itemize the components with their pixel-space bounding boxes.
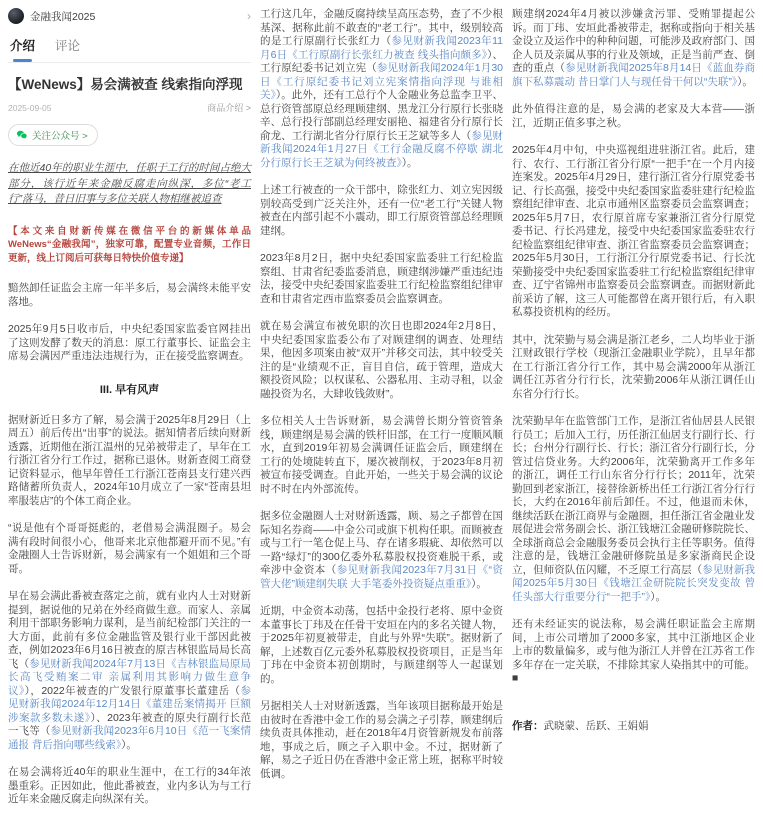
text-run: 此外值得注意的是，易会满的老家及大本营——浙江，近期正值多事之秋。 xyxy=(512,103,755,129)
article-meta xyxy=(8,101,251,114)
account-avatar xyxy=(8,8,24,24)
article-reference-link[interactable]: 参见财新我闻2024年1月30日《工行原纪委书记刘立宪案情指向浮现 与谁相关》 xyxy=(260,62,503,101)
column-1 xyxy=(8,5,251,821)
paragraph xyxy=(8,590,251,752)
paragraph xyxy=(8,522,251,576)
text-run: “说是他有个哥哥挺彪的，老借易会满混圈子。易会满有段时间很小心，他哥来北京他都避开而不见。”有金融圈人士告诉财新，易会满家有一个姐姐和三个哥哥。 xyxy=(8,522,251,575)
paragraph xyxy=(512,8,755,89)
text-run: 2023年8月2日，据中央纪委国家监委驻工行纪检监察组、甘肃省纪委监委消息，顾建纲涉嫌严重违纪违法，接受中央纪委国家监委驻工行纪检监察组纪律审查和甘肃省定西市监察委员会监察调查。 xyxy=(260,252,503,305)
product-intro-link[interactable]: 商品介绍 > xyxy=(207,103,251,113)
paragraph xyxy=(8,282,251,309)
account-name: 金融我闻2025 xyxy=(30,10,96,23)
paragraph xyxy=(260,8,503,170)
article-reference-link[interactable]: 参见财新我闻2023年6月10日《范一飞案情通报 背后指向哪些线索》 xyxy=(8,725,251,751)
text-run: 据多位金融圈人士对财新透露，顾、易之子都曾在国际知名券商——中金公司或旗下机构任职。而顾被查或与工行一笔仓促上马、存在诸多瑕疵、却依然可以一路“绿灯”的300亿委外私募股权投资难脱干系，或牵涉中金资本（ xyxy=(260,510,503,576)
paragraph xyxy=(8,414,251,509)
tab-comments[interactable]: 评论 xyxy=(55,39,81,53)
article-reference-link[interactable]: 参见财新我闻2024年12月14日《董建岳案情揭开 巨额涉案款多数未遂》 xyxy=(8,684,252,724)
paragraph xyxy=(512,618,755,686)
column-2 xyxy=(260,5,503,821)
paragraph xyxy=(260,184,503,238)
text-run: 沈荣勤早年在监管部门工作，是浙江省仙居县人民银行员工；后加入工行，历任浙江仙居支行副行长、行长；台州分行副行长、行长；浙江省分行副行长，分管过信贷业务。大约2006年，沈荣勤离开工作多年的浙江，调任工行山东省分行行长；2011年，沈荣勤回到老家浙江，接替徐新桥出任工行浙江省分行行长，大约在2016年前后卸任。不过，他退而未休，继续活跃在浙江商界与金融圈，担任浙江省金融业发展促进会常务副会长、浙江钱塘江金融研修院院长、全球浙商总会金融服务委员会执行主任等职务。值得注意的是，钱塘江金融研修院虽是多家浙商民企设立，但师资队伍闪耀，不乏原工行高层（ xyxy=(512,415,755,576)
tab-bar xyxy=(8,31,251,63)
text-run: 2025年9月5日收市后，中央纪委国家监委官网挂出了这则发酵了数天的消息：原工行董事长、证监会主席易会满因严重违法违规行为，正在接受监察调查。 xyxy=(8,323,251,362)
text-run: ）。 xyxy=(471,577,487,590)
article-reference-link[interactable]: 参见财新我闻2025年8月14日《蓝血券商旗下私募震动 昔日掌门人与现任骨干何以“失联”》 xyxy=(512,62,755,88)
follow-button-label: 关注公众号 > xyxy=(32,131,88,142)
paragraph xyxy=(260,510,503,591)
text-run: 还有未经证实的说法称，易会满任职证监会主席期间，上市公司增加了2000多家，其中江浙地区企业上市的数量偏多，或与他为浙江人并曾在江苏省工作多年存在一定关联，不排除其家人染指其中的可能。■ xyxy=(512,618,755,684)
text-run: 在易会满将近40年的职业生涯中，在工行的34年浓墨重彩。正因如此，他此番被查，业内多认为与工行近年来金融反腐走向纵深有关。 xyxy=(8,766,251,805)
article-reference-link[interactable]: 参见财新我闻2024年1月27日《工行金融反腐不停歇 湖北分行原行长王芝斌为何终被查》 xyxy=(260,129,504,169)
paragraph xyxy=(512,144,755,320)
paragraph xyxy=(8,766,251,807)
author-names: 武晓蒙、岳跃、王娟娟 xyxy=(543,719,649,732)
text-run: 2025年4月中旬，中央巡视组进驻浙江省。此后，建行、农行、工行浙江省分行原“一把手”在一个月内接连案发。2025年4月29日，建行浙江省分行原党委书记、行长高强，接受中央纪委国家监委驻建行纪检监察组纪律审查、北京市通州区监察委员会监察调查；2025年5月7日，农行原首席专家兼浙江省分行原党委书记、行长冯建龙，接受中央纪委国家监委驻农行纪检监察组纪律审查、浙江省监察委员会监察调查；2025年5月30日，工行浙江分行原党委书记、行长沈荣勤接受中央纪委国家监委驻工行纪检监察组纪律审查、辽宁省锦州市监察委员会监察调查。而据财新此前采访了解，这三人可能都曾在离开银行后，有入职私募投资机构的经历。 xyxy=(512,144,755,318)
article-reference-link[interactable]: 参见财新我闻2023年7月31日《“资管大佬”顾建纲失联 大手笔委外投资疑点重重》 xyxy=(260,564,504,590)
text-run: 其中，沈荣勤与易会满是浙江老乡，二人均毕业于浙江财政银行学校（现浙江金融职业学院），且早年都在工行浙江省分行工作，其中易会满2000年从浙江调任江苏省分行行长，沈荣勤2006年从浙江调任山东省分行行长。 xyxy=(512,333,755,400)
column-3-text xyxy=(512,8,755,733)
paragraph xyxy=(512,103,755,130)
text-run: 据财新近日多方了解，易会满于2025年8月29日（上周五）前后传出“出事”的说法。据知情者后续向财新透露，近期他在浙江温州的兄弟被带走了，早年在工行浙江省分行工作过，据称已退休。财新查阅工商登记资料显示，他早年曾任工行浙江苍南县支行建兴西路储蓄所负责人，2024年10月成立了一家“苍南县坦率服装店”的个体工商企业。 xyxy=(8,413,251,507)
text-run: 黯然卸任证监会主席一年半多后，易会满终未能平安落地。 xyxy=(8,282,251,308)
article-title: 【WeNews】易会满被查 线索指向浮现 xyxy=(8,77,243,92)
paragraph xyxy=(512,415,755,604)
text-run: 就在易会满宣布被免职的次日也即2024年2月8日，中央纪委国家监委公布了对顾建纲的调查、处理结果，他因多项案由被“双开”并移交司法，其中较受关注的是“业绩观不正，盲目自信，疏于管理，造成大额投资风险；以权谋私、公器私用、主动寻租，以金融投资为名，大肆收钱敛财”。 xyxy=(260,320,503,400)
account-header[interactable] xyxy=(8,5,251,31)
section-heading: III. 早有风声 xyxy=(99,383,160,396)
publish-date: 2025-09-05 xyxy=(8,102,52,113)
paragraph xyxy=(512,334,755,402)
text-run: 上述工行被查的一众干部中，除张红力、刘立宪因级别较高受到广泛关注外，还有一位“老工行”关键人物被查在内部引起不小震动，即工行原资管部总经理顾建纲。 xyxy=(260,184,503,237)
text-run: 多位相关人士告诉财新，易会满曾长期分管资管条线，顾建纲是易会满的铁杆旧部，在工行一度顺风顺水，直到2019年初易会满调任证监会后，顾建纲在工行的处境陡转直下，屡次被削权，于2023年8月初被宣布接受调查。自此开始，一些关于易会满的议论时不时在内外部流传。 xyxy=(260,415,503,495)
chevron-right-icon: › xyxy=(247,9,251,23)
source-disclaimer: 【本文来自财新传媒在微信平台的新媒体单品 WeNews“金融我闻”，独家可靠，配置专业音频，工作日更新，线上订阅后可获每日特快价值专递】 xyxy=(8,225,251,264)
text-run: ），2022年被查的广发银行原董事长董建岳（ xyxy=(24,684,241,697)
text-run: 工行这几年，金融反腐持续呈高压态势，查了不少根基深、据称此前不敢查的“老工行”。其中，级别较高的是工行原副行长张红力（ xyxy=(260,8,503,47)
text-run: ）。 xyxy=(737,75,753,88)
text-run: 顾建纲2024年4月被以涉嫌贪污罪、受贿罪提起公诉。而丁玮、安垣此番被带走，据称或指向于相关基金设立及运作中的种种问题，可能涉及政府部门、国企人员及亲属从事的行业及领域，正是当前严查、倒查的重点（ xyxy=(512,8,755,74)
column-3 xyxy=(512,5,755,821)
text-run: ）、工行原纪委书记刘立宪（ xyxy=(260,48,503,74)
wechat-icon xyxy=(16,129,28,141)
tab-intro[interactable]: 介绍 xyxy=(10,36,35,54)
author-label: 作者： xyxy=(512,719,544,732)
article-reference-link[interactable]: 参见财新我闻2025年5月30日《钱塘江金研院院长突发变故 曾任头部大行重要分行“一把手”》 xyxy=(512,563,756,603)
paragraph xyxy=(8,323,251,364)
article-abstract: 在他近40年的职业生涯中，任职于工行的时间占绝大部分，该行近年来金融反腐走向纵深，多位“老工行”落马，昔日旧事与多位关联人物相继被追查 xyxy=(8,162,251,205)
text-run: ）。 xyxy=(121,738,137,751)
text-run: ）。 xyxy=(401,156,418,169)
paragraph xyxy=(260,700,503,781)
column-1-text xyxy=(8,282,251,807)
paragraph xyxy=(260,252,503,306)
text-run: ）。 xyxy=(650,590,666,603)
paragraph xyxy=(260,415,503,496)
text-run: ）。此外，还有工总行个人金融业务总监李卫平、总行资管部原总经理顾建纲、黑龙江分行原行长张晓辛、总行投行部副总经理安丽艳、福建省分行原行长俞龙、工行湖北省分行原行长王芝斌等多人（ xyxy=(260,89,504,142)
article-reference-link[interactable]: 参见财新我闻2024年7月13日《吉林银监局原局长高飞受贿案二审 亲属利用其影响力做生意争议》 xyxy=(8,657,251,697)
paragraph xyxy=(260,320,503,401)
text-run: ）、2023年被查的原央行副行长范一飞等（ xyxy=(8,711,252,737)
text-run: 另据相关人士对财新透露，当年该项目据称最开始是由彼时在香港中金工作的易会满之子引荐，顾建纲后续负责具体推动，赶在2018年4月资管新规发布前落地，事成之后，顾之子入职中金。不过，据财新了解，易之子近日仍在香港中金正常上班，据称平时较低调。 xyxy=(260,700,503,780)
text-run: 早在易会满此番被查落定之前，就有业内人士对财新提到，据说他的兄弟在外经商做生意。而家人、亲属利用干部职务影响力谋利，是当前纪检部门关注的一大方面，此前有多位金融监管及银行业干部因此被查，例如2023年6月16日被查的原吉林银监局局长高飞（ xyxy=(8,590,251,670)
author-line xyxy=(512,718,755,733)
text-run: 近期，中金资本动荡，包括中金投行老将、原中金资本董事长丁玮及在任骨干安垣在内的多名关键人物，于2025年初夏被带走，自此与外界“失联”。据财新了解，上述数百亿元委外私募股权投资项目，正是当年丁玮在中金资本初创期时，与顾建纲等人一起谋划的。 xyxy=(260,605,503,685)
paragraph xyxy=(260,605,503,686)
article-reference-link[interactable]: 参见财新我闻2023年11月6日《工行原副行长张红力被查 线头指向颇多》 xyxy=(260,35,503,61)
column-2-text xyxy=(260,8,503,781)
follow-official-account-button[interactable] xyxy=(8,124,98,146)
